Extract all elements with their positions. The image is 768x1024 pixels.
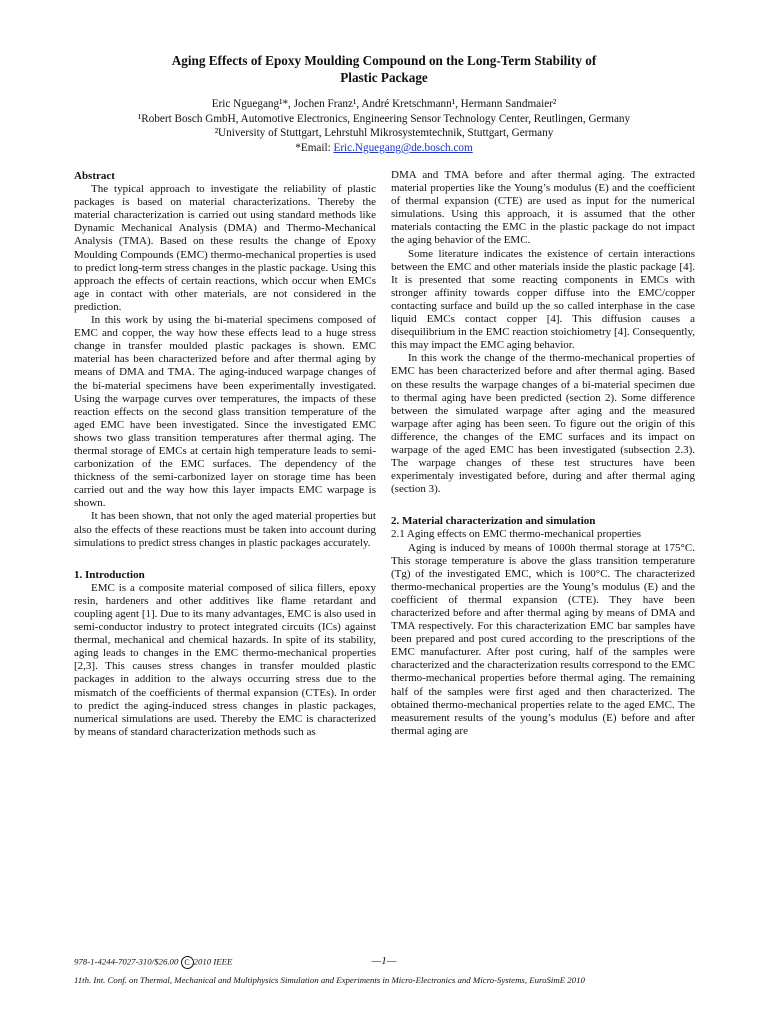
affiliation-2: ²University of Stuttgart, Lehrstuhl Mikrosystemtechnik, Stuttgart, Germany — [214, 127, 554, 140]
subsection-2-1-heading: 2.1 Aging effects on EMC thermo-mechanical properties — [391, 528, 641, 541]
introduction-paragraph-1: EMC is a composite material composed of silica fillers, epoxy resin, hardeners and other additives like flame retardant and coupling agent [1]. Due to its many advantages, EMC is also used in semi-conductor industry to protect integrated circuits (ICs) against thermal, mechanical and chemical hazards. In spite of its stability, aging leads to changes in the EMC thermo-mechanical properties [2,3]. This causes stress changes in transfer moulded plastic packages in addition to the always occurring stress due to the mismatch of the coefficients of thermal expansion (CTEs). In order to predict the aging-induced stress changes in plastic packages, numerical simulations are used. Thereby the EMC is characterized by means of standard characterization methods such as — [74, 581, 376, 738]
title-line-2: Plastic Package — [340, 70, 428, 85]
section-2-heading: 2. Material characterization and simulation — [391, 515, 596, 528]
body-paragraph-1: DMA and TMA before and after thermal aging. The extracted material properties like the Young’s modulus (E) and the coefficient of thermal expansion (CTE) are used as input for the numerical simulations. Using this approach, it is assumed that the other materials contacting the EMC in the plastic package do not impact the aging behavior of the EMC. — [391, 169, 695, 247]
copyright-icon: C — [181, 956, 194, 969]
email-link[interactable]: Eric.Nguegang@de.bosch.com — [333, 141, 473, 154]
author-names: Eric Nguegang¹*, Jochen Franz¹, André Kretschmann¹, Hermann Sandmaier² — [211, 98, 557, 110]
email-line — [0, 141, 768, 156]
email-label: *Email: — [295, 141, 334, 154]
isbn-line: 978-1-4244-7027-310/$26.00 C 2010 IEEE — [74, 956, 233, 967]
abstract-paragraph-1: The typical approach to investigate the reliability of plastic packages is based on material characterizations. Thereby the material characterization is carried out using standard methods like Dynamic Mechanical Analysis (DMA) and Thermo-Mechanical Analysis (TMA). Based on these results the change of Epoxy Moulding Compounds (EMC) thermo-mechanical properties is used to predict long-term stress changes in the plastic package. Using this approach the effects of certain reactions, which occur when EMCs age in contact with other materials, are not considered in the prediction. — [74, 183, 376, 313]
introduction-heading: 1. Introduction — [74, 568, 145, 581]
left-column — [74, 170, 376, 739]
author-block — [0, 97, 768, 155]
right-column — [391, 169, 695, 738]
page-number: —1— — [371, 955, 397, 967]
conference-line: 11th. Int. Conf. on Thermal, Mechanical and Multiphysics Simulation and Experiments in Micro-Electronics and Micro-Systems, EuroSimE 2010 — [74, 975, 585, 985]
abstract-heading: Abstract — [74, 170, 115, 182]
abstract-paragraph-3: It has been shown, that not only the aged material properties but also the effects of these reactions must be taken into account during simulations to predict stress changes in plastic packages accurately. — [74, 510, 376, 549]
body-paragraph-3: In this work the change of the thermo-mechanical properties of EMC has been characterized before and after thermal aging. Based on these results the warpage changes of a bi-material specimen due to thermal aging have been predicted (section 2). Some difference between the simulated warpage after aging and the measured warpage after aging has been seen. To figure out the origin of this difference, the changes of the EMC surfaces and its impact on warpage of the aged EMC has been investigated (subsection 2.3). The warpage changes of these test structures have been experimentaly investigated before, during and after thermal aging (section 3). — [391, 352, 695, 496]
paper-title — [0, 52, 768, 86]
abstract-paragraph-2: In this work by using the bi-material specimens composed of EMC and copper, the way how these effects lead to a huge stress change in transfer moulded plastic packages is shown. EMC material has been characterized before and after thermal aging by means of DMA and TMA. The aging-induced warpage changes of the bi-material specimens have been experimentally investigated. Using the warpage curves over temperatures, the impacts of these reaction effects on the second glass transition temperature of the aged EMC have been investigated. Since the investigated EMC shows two glass transition temperatures after thermal aging. The thermal storage of EMCs at certain high temperature leads to semi-carbonization of the EMC surfaces. The dependency of the thickness of the semi-carbonized layer on storage time has been carried out and the way how this layer impacts EMC warpage is shown. — [74, 314, 376, 510]
body-paragraph-2: Some literature indicates the existence of certain interactions between the EMC and other materials inside the plastic package [4]. It is presented that some reacting components in EMCs with stronger affinity towards copper diffuse into the EMC/copper contacting surface and build up the so called interphase in the case liquid EMCs contact copper [4]. This diffusion causes a disequilibrium in the EMC reaction stoichiometry [4]. Consequently, this may impact the EMC aging behavior. — [391, 247, 695, 352]
title-line-1: Aging Effects of Epoxy Moulding Compound on the Long-Term Stability of — [171, 53, 597, 68]
affiliation-1: ¹Robert Bosch GmbH, Automotive Electronics, Engineering Sensor Technology Center, Reutlingen, Germany — [137, 112, 631, 125]
body-paragraph-4: Aging is induced by means of 1000h thermal storage at 175°C. This storage temperature is above the glass transition temperature (Tg) of the investigated EMC, which is 100°C. The characterized thermo-mechanical properties are the Young’s modulus (E) and the coefficient of thermal expansion (CTE). They have been characterized before and after thermal aging by means of DMA and TMA respectively. For this characterization EMC bar samples have been prepared and post cured according to the prescriptions of the EMC manufacturer. After post curing, half of the samples were characterized and the characterization results correspond to the EMC thermo-mechanical properties before thermal aging. The remaining half of the samples were first aged and then characterized. The obtained thermo-mechanical properties relate to the aged EMC. The measurement results of the young’s modulus (E) before and after thermal aging are — [391, 541, 695, 737]
